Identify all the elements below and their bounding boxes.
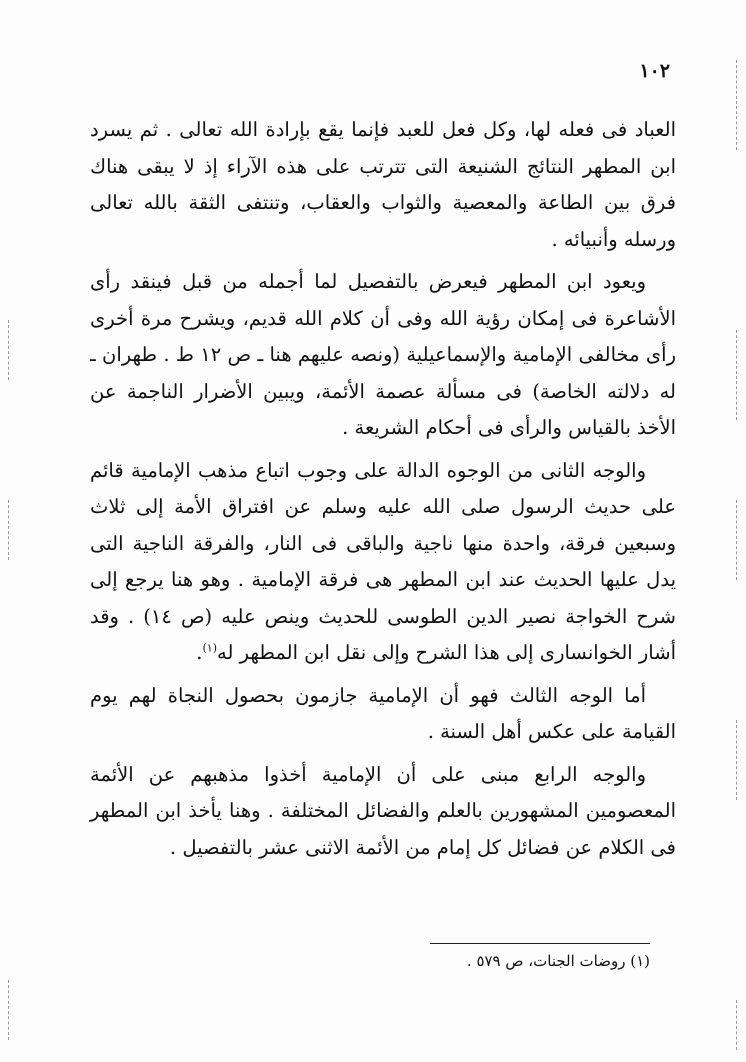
paragraph-text: والوجه الثانى من الوجوه الدالة على وجوب اتباع مذهب الإمامية قائم على حديث الرسول صلى الله عليه وسلم عن افتراق الأمة إلى ثلاث وسبعين فرقة، واحدة منها ناجية والباقى فى النار، والفرقة الناجية التى يدل عليها الحديث عند ابن المطهر هى فرقة الإمامية . وهو هنا يرجع إلى شرح الخواجة نصير الدين الطوسى للحديث وينص عليه (ص ١٤) . وقد أشار الخوانسارى إلى هذا الشرح وإلى نقل ابن المطهر له — [90, 458, 676, 664]
footnote-reference[interactable]: (١) — [202, 641, 218, 655]
body-text — [90, 112, 676, 872]
paragraph: العباد فى فعله لها، وكل فعل للعبد فإنما يقع بإرادة الله تعالى . ثم يسرد ابن المطهر النتائج الشنيعة التى تترتب على هذه الآراء إذ لا يبقى هناك فرق بين الطاعة والمعصية والثواب والعقاب، وتنتفى الثقة بالله تعالى ورسله وأنبيائه . — [90, 118, 676, 251]
footnote: (١) روضات الجنات، ص ٥٧٩ . — [466, 952, 650, 970]
scan-edge-mark — [736, 720, 737, 800]
scan-edge-mark — [8, 980, 9, 1040]
paragraph-end-mark: . — [196, 641, 203, 664]
paragraph: والوجه الرابع مبنى على أن الإمامية أخذوا مذهبهم عن الأئمة المعصومين المشهورين بالعلم والفضائل المختلفة . وهنا يأخذ ابن المطهر فى الكلام عن فضائل كل إمام من الأئمة الاثنى عشر بالتفصيل . — [90, 762, 676, 859]
scan-edge-mark — [736, 60, 737, 150]
page-number: ١٠٢ — [639, 60, 670, 82]
scan-edge-mark — [736, 330, 737, 420]
footnote-divider — [430, 943, 650, 944]
paragraph: ويعود ابن المطهر فيعرض بالتفصيل لما أجمله من قبل فينقد رأى الأشاعرة فى إمكان رؤية الله وفى أن كلام الله قديم، ويشرح مرة أخرى رأى مخالفى الإمامية والإسماعيلية (ونصه عليهم هنا ـ ص ١٢ ط . طهران ـ له دلالته الخاصة) فى مسألة عصمة الأئمة، ويبين الأضرار الناجمة عن الأخذ بالقياس والرأى فى أحكام الشريعة . — [90, 270, 676, 439]
scan-edge-mark — [736, 500, 737, 580]
scan-edge-mark — [736, 1000, 737, 1050]
paragraph: أما الوجه الثالث فهو أن الإمامية جازمون بحصول النجاة لهم يوم القيامة على عكس أهل السنة . — [90, 683, 676, 743]
scan-edge-mark — [8, 500, 9, 560]
scan-edge-mark — [8, 320, 9, 380]
paragraph — [90, 453, 676, 672]
